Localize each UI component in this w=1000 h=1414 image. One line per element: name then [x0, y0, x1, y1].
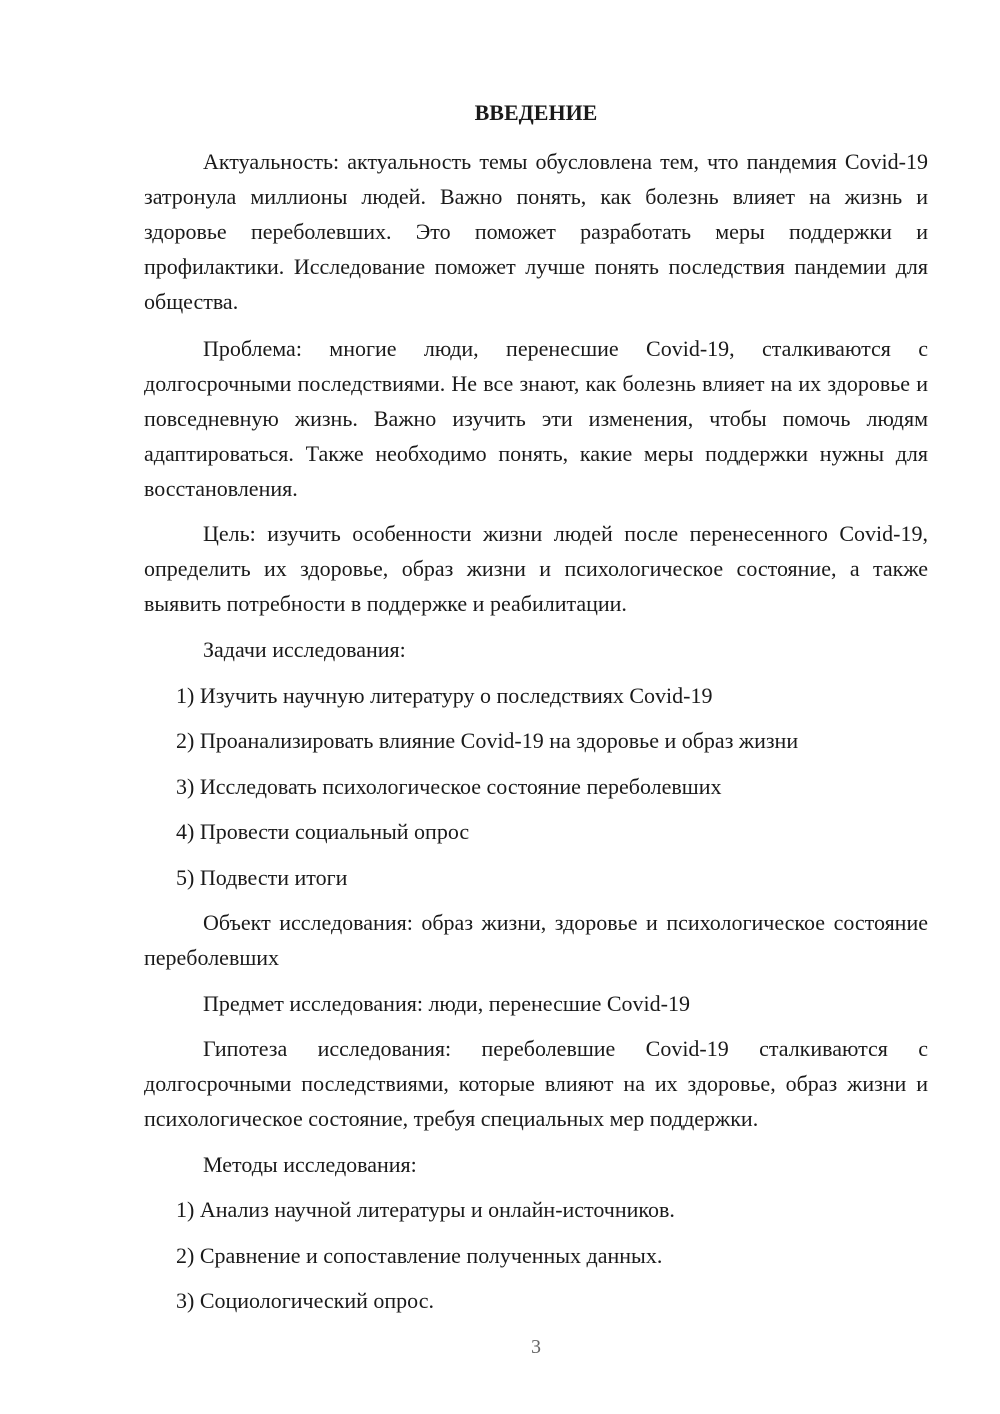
subject-paragraph: Предмет исследования: люди, перенесшие Covid-19 — [203, 991, 690, 1016]
hypothesis-paragraph: Гипотеза исследования: переболевшие Covid-19 сталкиваются с долгосрочными последствиями, которые влияют на их здоровье, образ жизни и психологическое состояние, требуя специальных мер поддержки. — [144, 1036, 928, 1131]
problem-paragraph: Проблема: многие люди, перенесшие Covid-19, сталкиваются с долгосрочными последствиями. Не все знают, как болезнь влияет на их здоровье и повседневную жизнь. Важно изучить эти изменения, чтобы помочь людям адаптироваться. Также необходимо понять, какие меры поддержки нужны для восстановления. — [144, 336, 928, 501]
task-item-5: 5) Подвести итоги — [176, 865, 348, 890]
page-number: 3 — [531, 1336, 541, 1358]
task-item-1: 1) Изучить научную литературу о последствиях Covid-19 — [176, 683, 713, 708]
object-paragraph: Объект исследования: образ жизни, здоровье и психологическое состояние переболевших — [144, 910, 928, 970]
relevance-paragraph: Актуальность: актуальность темы обусловлена тем, что пандемия Covid-19 затронула миллионы людей. Важно понять, как болезнь влияет на жизнь и здоровье переболевших. Это поможет разработать меры поддержки и профилактики. Исследование поможет лучше понять последствия пандемии для общества. — [144, 149, 928, 314]
goal-paragraph: Цель: изучить особенности жизни людей после перенесенного Covid-19, определить их здоровье, образ жизни и психологическое состояние, а также выявить потребности в поддержке и реабилитации. — [144, 521, 928, 616]
method-item-1: 1) Анализ научной литературы и онлайн-источников. — [176, 1197, 675, 1222]
task-item-3: 3) Исследовать психологическое состояние переболевших — [176, 774, 722, 799]
page-title: ВВЕДЕНИЕ — [474, 100, 598, 125]
task-item-2: 2) Проанализировать влияние Covid-19 на здоровье и образ жизни — [176, 728, 799, 753]
tasks-heading: Задачи исследования: — [203, 637, 406, 662]
method-item-3: 3) Социологический опрос. — [176, 1288, 434, 1313]
document-page — [144, 0, 928, 1414]
methods-heading: Методы исследования: — [203, 1152, 417, 1177]
method-item-2: 2) Сравнение и сопоставление полученных данных. — [176, 1243, 663, 1268]
task-item-4: 4) Провести социальный опрос — [176, 819, 470, 844]
